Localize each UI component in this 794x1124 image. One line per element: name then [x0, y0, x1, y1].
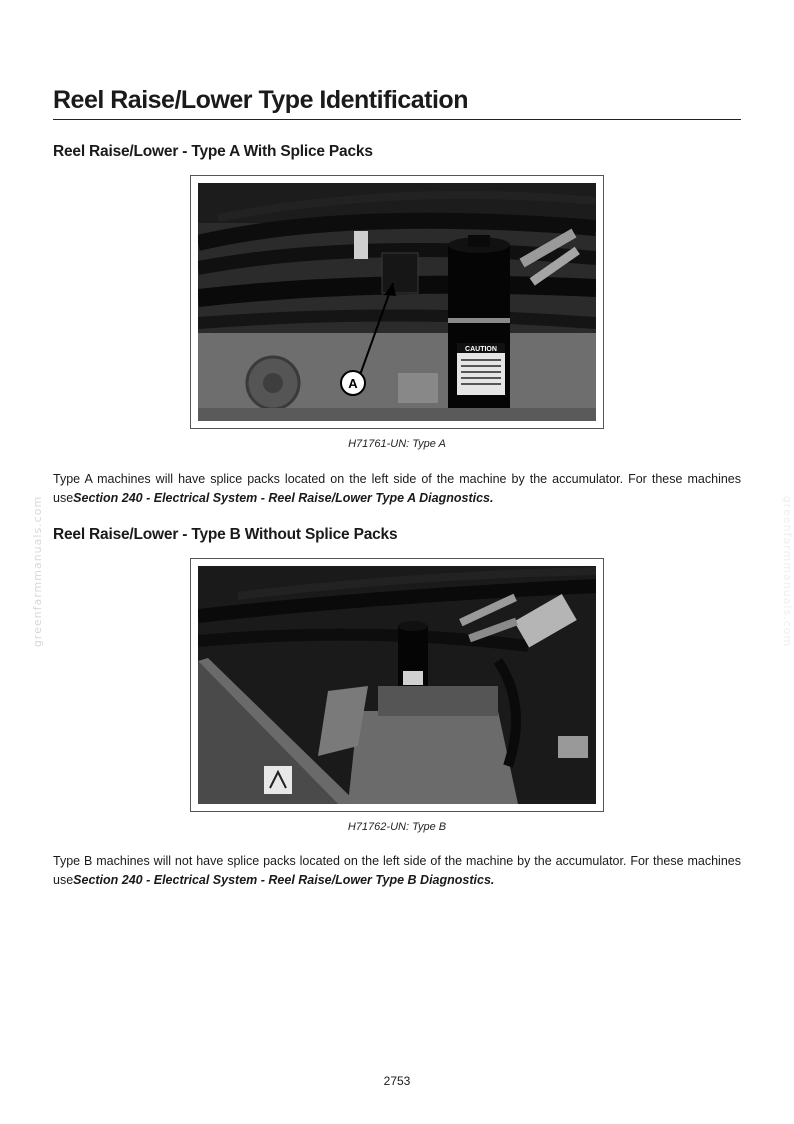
caution-label: CAUTION [465, 346, 497, 353]
caption-type-b: H71762-UN: Type B [347, 821, 447, 833]
body-text-type-b [53, 852, 741, 890]
body-text-type-a [53, 470, 741, 508]
section-heading-type-a: Reel Raise/Lower - Type A With Splice Packs [53, 143, 373, 160]
reference-type-b: Section 240 - Electrical System - Reel Raise/Lower Type B Diagnostics. [73, 873, 495, 887]
page-title: Reel Raise/Lower Type Identification [53, 86, 741, 120]
reference-type-a: Section 240 - Electrical System - Reel Raise/Lower Type A Diagnostics. [73, 491, 494, 505]
body-text-type-b-main: Type B machines will not have splice packs located on the left side of the machine by the accumulator. For these machines use [53, 854, 741, 887]
watermark-left: greenfarmmanuals.com [31, 495, 45, 648]
section-heading-type-b: Reel Raise/Lower - Type B Without Splice Packs [53, 526, 398, 543]
photo-type-a [198, 183, 596, 421]
watermark-right: greenfarmmanuals.com [781, 495, 794, 648]
figure-type-a [190, 175, 604, 429]
callout-a-label: A [348, 376, 358, 391]
caption-type-a: H71761-UN: Type A [348, 438, 446, 450]
figure-type-b [190, 558, 604, 812]
photo-type-b [198, 566, 596, 804]
body-text-type-a-main: Type A machines will have splice packs located on the left side of the machine by the accumulator. For these machines use [53, 472, 741, 505]
page-number: 2753 [383, 1074, 411, 1088]
